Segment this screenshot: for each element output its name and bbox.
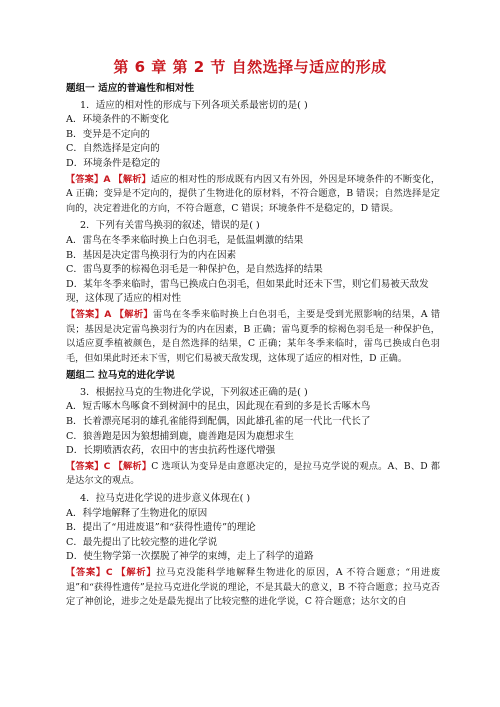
question-2-option-c: C．雷鸟夏季的棕褐色羽毛是一种保护色，是自然选择的结果	[66, 264, 323, 276]
question-3-option-a: A．短舌啄木鸟啄食不到树洞中的昆虫，因此现在看到的多是长舌啄木鸟	[66, 401, 371, 413]
question-2-answer	[66, 308, 440, 366]
question-1-stem: 1．适应的相对性的形成与下列各项关系最密切的是( )	[80, 99, 308, 111]
question-1-option-a: A．环境条件的不断变化	[66, 114, 169, 126]
question-1-option-c: C．自然选择是定向的	[66, 143, 160, 155]
question-1-option-d: D．环境条件是稳定的	[66, 157, 161, 169]
analysis-text: 拉马克没能科学地解释生物进化的原因，A 不符合题意；“用进废退”和“获得性遗传”是拉马克进化学说的理论，不是其最大的意义，B 不符合题意；拉马克否定了神创论，进步之处是最先提出了比较完整的进化学说，C 符合题意；达尔文的自	[66, 567, 441, 608]
question-4-stem: 4．拉马克进化学说的进步意义体现在( )	[80, 493, 251, 505]
group-heading-1: 题组一 适应的普遍性和相对性	[66, 83, 195, 94]
answer-tag: 【答案】C	[66, 567, 113, 578]
group-heading-2: 题组二 拉马克的进化学说	[66, 370, 175, 382]
question-3-option-b: B．长着漂亮尾羽的雄孔雀能得到配偶，因此雄孔雀的尾一代比一代长了	[66, 416, 371, 428]
question-3-stem: 3．根据拉马克的生物进化学说，下列叙述正确的是( )	[80, 386, 308, 398]
analysis-tag: 【解析】	[114, 308, 153, 320]
content-body	[66, 80, 440, 613]
answer-tag: 【答案】A	[66, 173, 111, 185]
page-title: 第 6 章 第 2 节 自然选择与适应的形成	[113, 58, 387, 76]
analysis-tag: 【解析】	[113, 173, 151, 185]
question-4-answer	[66, 566, 440, 610]
question-2-option-d: D．某年冬季来临时，雷鸟已换成白色羽毛，但如果此时还未下雪，则它们易被天敌发现，这体现了适应的相对性	[66, 278, 429, 305]
question-4-option-c: C．最先提出了比较完整的进化学说	[66, 536, 218, 548]
question-2-option-a: A．雷鸟在冬季来临时换上白色羽毛，是低温刺激的结果	[66, 234, 304, 246]
question-3-option-c: C．狼善跑是因为狼想捕到鹿，鹿善跑是因为鹿想求生	[66, 430, 294, 442]
question-2-stem: 2．下列有关雷鸟换羽的叙述，错误的是( )	[80, 220, 260, 232]
question-2-option-b: B．基因是决定雷鸟换羽行为的内在因素	[66, 249, 237, 261]
analysis-tag: 【解析】	[116, 567, 157, 578]
question-1-answer	[66, 173, 440, 217]
answer-tag: 【答案】C	[66, 460, 111, 472]
question-3-option-d: D．长期喷洒农药，农田中的害虫抗药性逐代增强	[66, 445, 276, 457]
analysis-text: 雷鸟在冬季来临时换上白色羽毛，主要是受到光照影响的结果，A 错误；基因是决定雷鸟换羽行为的内在因素，B 正确；雷鸟夏季的棕褐色羽毛是一种保护色，以适应夏季植被颜色，是自然选择的结果，C 正确；某年冬季来临时，雷鸟已换成白色羽毛，但如果此时还未下雪，则它们易被天敌发现，这体现了适应的相对性，D 正确。	[66, 308, 441, 364]
analysis-text: C 选项认为变异是由意愿决定的，是拉马克学说的观点。A、B、D 都是达尔文的观点。	[66, 460, 440, 487]
answer-tag: 【答案】A	[66, 308, 112, 320]
question-4-option-b: B．提出了“用进废退”和“获得性遗传”的理论	[66, 522, 256, 534]
question-4-option-d: D．使生物学第一次摆脱了神学的束缚，走上了科学的道路	[66, 551, 314, 563]
analysis-text: 适应的相对性的形成既有内因又有外因，外因是环境条件的不断变化，A 正确；变异是不定向的，提供了生物进化的原材料，不符合题意，B 错误；自然选择是定向的，决定着进化的方向，不符合题意，C 错误；环境条件不是稳定的，D 错误。	[66, 173, 441, 214]
question-1-option-b: B．变异是不定向的	[66, 128, 150, 140]
analysis-tag: 【解析】	[113, 460, 152, 472]
question-3-answer	[66, 460, 440, 489]
question-4-option-a: A．科学地解释了生物进化的原因	[66, 507, 208, 519]
